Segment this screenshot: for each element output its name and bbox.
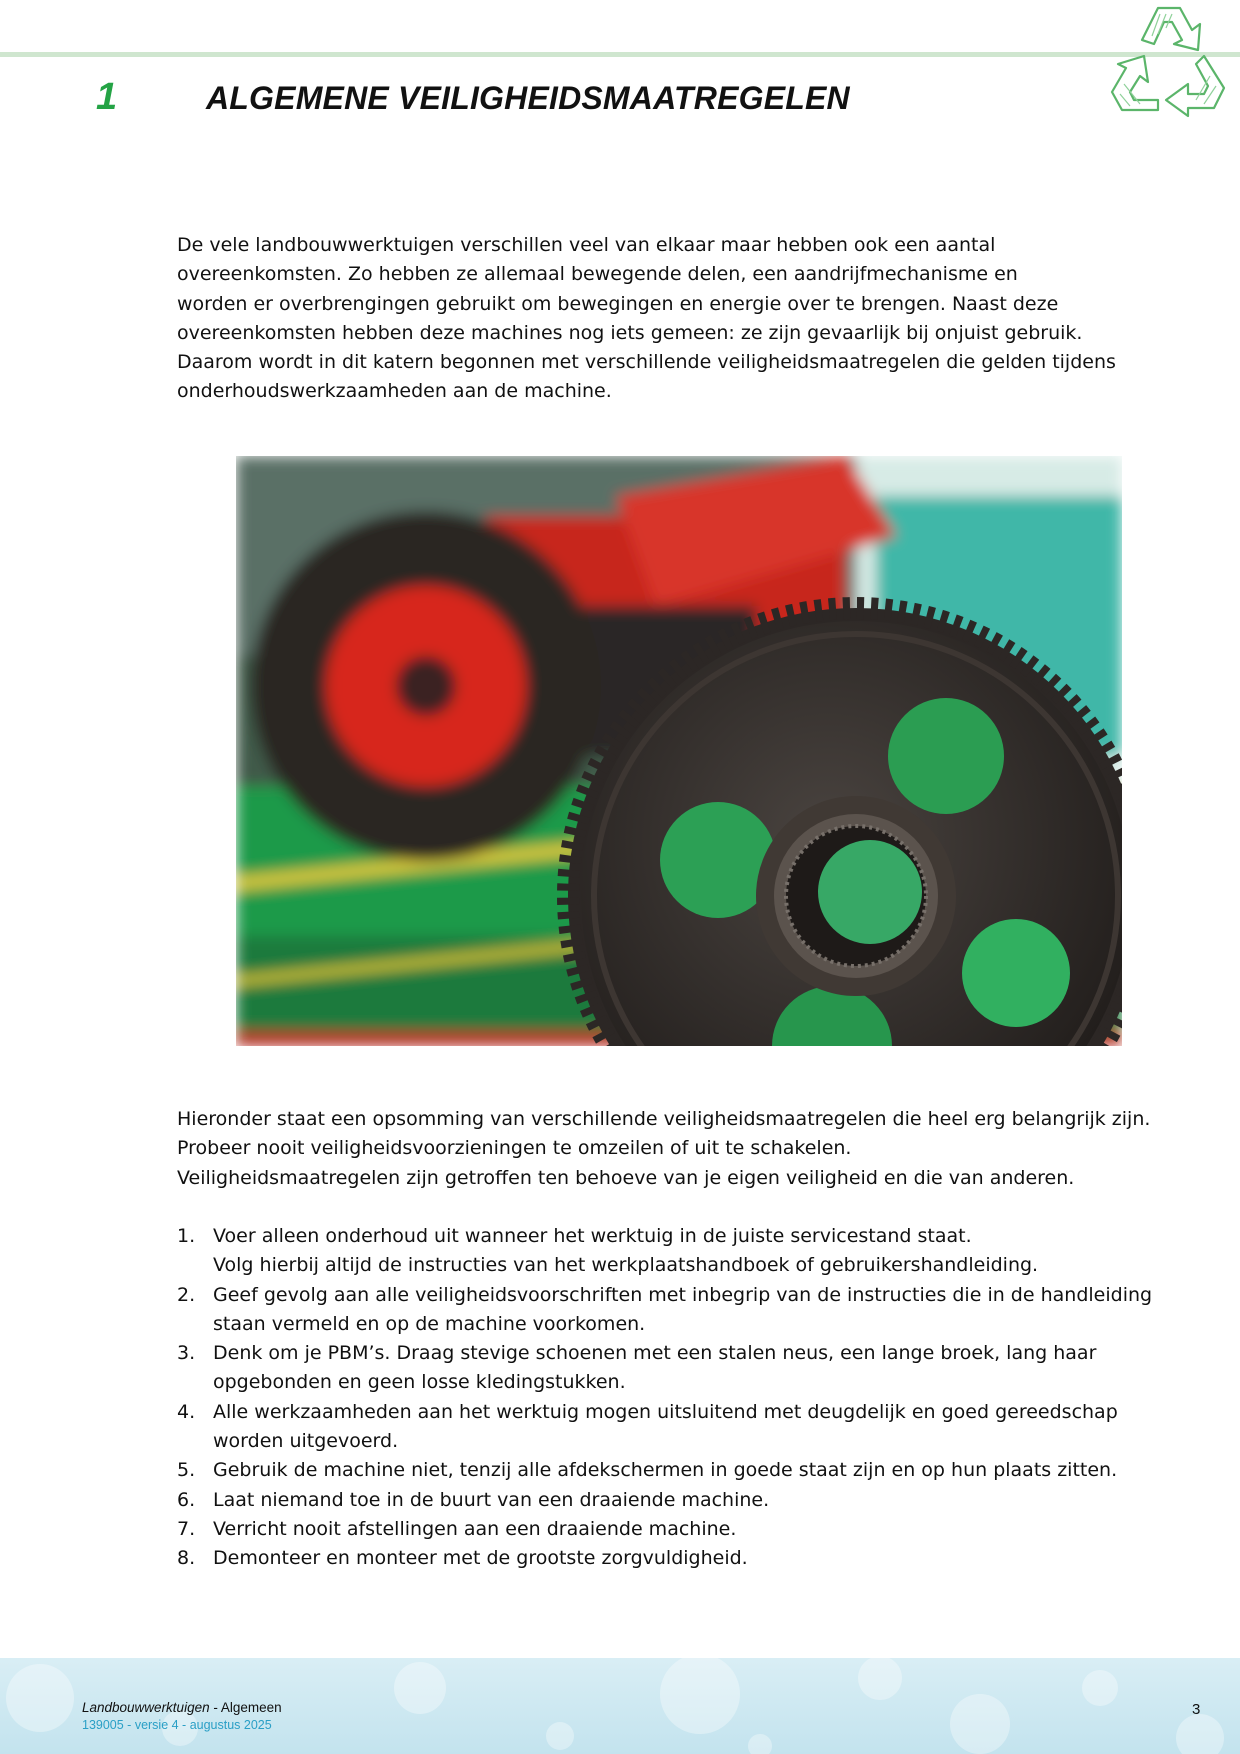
header-rule [0, 52, 1240, 57]
footer-title [82, 1700, 282, 1715]
chapter-title: ALGEMENE VEILIGHEIDSMAATREGELEN [206, 80, 850, 116]
list-item [177, 1222, 1187, 1281]
intro-line: worden er overbrengingen gebruikt om bewegingen en energie over te brengen. Naast deze [177, 292, 1059, 315]
list-item-text: Denk om je PBM’s. Draag stevige schoenen met een stalen neus, een lange broek, lang haar [213, 1342, 1097, 1365]
list-item [177, 1281, 1187, 1340]
intro-line: De vele landbouwwerktuigen verschillen veel van elkaar maar hebben ook een aantal [177, 234, 996, 256]
footer-title-rest: - Algemeen [209, 1700, 282, 1715]
list-item-text: Verricht nooit afstellingen aan een draaiende machine. [213, 1517, 737, 1540]
list-item-number: 5. [177, 1459, 196, 1482]
footer-title-italic: Landbouwwerktuigen [82, 1700, 210, 1715]
list-item-text: Geef gevolg aan alle veiligheidsvoorschriften met inbegrip van de instructies die in de handleiding [213, 1283, 1153, 1306]
list-item-text: worden uitgevoerd. [213, 1430, 399, 1453]
list-item-text: Demonteer en monteer met de grootste zorgvuldigheid. [213, 1547, 748, 1570]
list-item-text: Voer alleen onderhoud uit wanneer het werktuig in de juiste servicestand staat. [213, 1225, 972, 1247]
list-item-text: opgebonden en geen losse kledingstukken. [213, 1371, 626, 1394]
list-item [177, 1515, 1187, 1544]
intro-line: overeenkomsten hebben deze machines nog iets gemeen: ze zijn gevaarlijk bij onjuist gebruik. [177, 321, 1083, 344]
list-item-text: Laat niemand toe in de buurt van een draaiende machine. [213, 1488, 770, 1511]
list-item [177, 1398, 1187, 1457]
intro-line: overeenkomsten. Zo hebben ze allemaal bewegende delen, een aandrijfmechanisme en [177, 263, 1018, 286]
page-number: 3 [1192, 1701, 1201, 1718]
intro-line: onderhoudswerkzaamheden aan de machine. [177, 380, 612, 403]
gear-tractor-photo [236, 456, 1122, 1046]
list-intro-line: Veiligheidsmaatregelen zijn getroffen ten behoeve van je eigen veiligheid en die van anderen. [177, 1166, 1075, 1189]
recycle-icon [1100, 0, 1240, 118]
list-item-number: 6. [177, 1488, 196, 1511]
list-intro-line: Hieronder staat een opsomming van verschillende veiligheidsmaatregelen die heel erg belangrijk zijn. [177, 1108, 1151, 1130]
chapter-number: 1 [96, 76, 118, 118]
list-intro-paragraph [177, 1105, 1187, 1193]
list-item-number: 8. [177, 1547, 196, 1570]
intro-paragraph [177, 231, 1187, 407]
list-item [177, 1339, 1187, 1398]
list-item-text: Gebruik de machine niet, tenzij alle afdekschermen in goede staat zijn en op hun plaats zitten. [213, 1459, 1118, 1482]
list-item [177, 1544, 1187, 1573]
list-item-number: 3. [177, 1342, 196, 1365]
list-item-text: Volg hierbij altijd de instructies van het werkplaatshandboek of gebruikershandleiding. [213, 1254, 1039, 1277]
list-item-number: 1. [177, 1225, 196, 1247]
safety-rules-list [177, 1222, 1187, 1574]
list-item-number: 7. [177, 1517, 196, 1540]
list-item-number: 4. [177, 1400, 196, 1423]
list-intro-line: Probeer nooit veiligheidsvoorzieningen te omzeilen of uit te schakelen. [177, 1137, 852, 1160]
list-item-text: staan vermeld en op de machine voorkomen. [213, 1312, 646, 1335]
list-item-number: 2. [177, 1283, 196, 1306]
list-item-text: Alle werkzaamheden aan het werktuig mogen uitsluitend met deugdelijk en goed gereedschap [213, 1400, 1118, 1423]
intro-line: Daarom wordt in dit katern begonnen met verschillende veiligheidsmaatregelen die gelden tijdens [177, 351, 1116, 374]
footer-subtitle: 139005 - versie 4 - augustus 2025 [82, 1718, 272, 1732]
list-item [177, 1486, 1187, 1515]
list-item [177, 1456, 1187, 1485]
